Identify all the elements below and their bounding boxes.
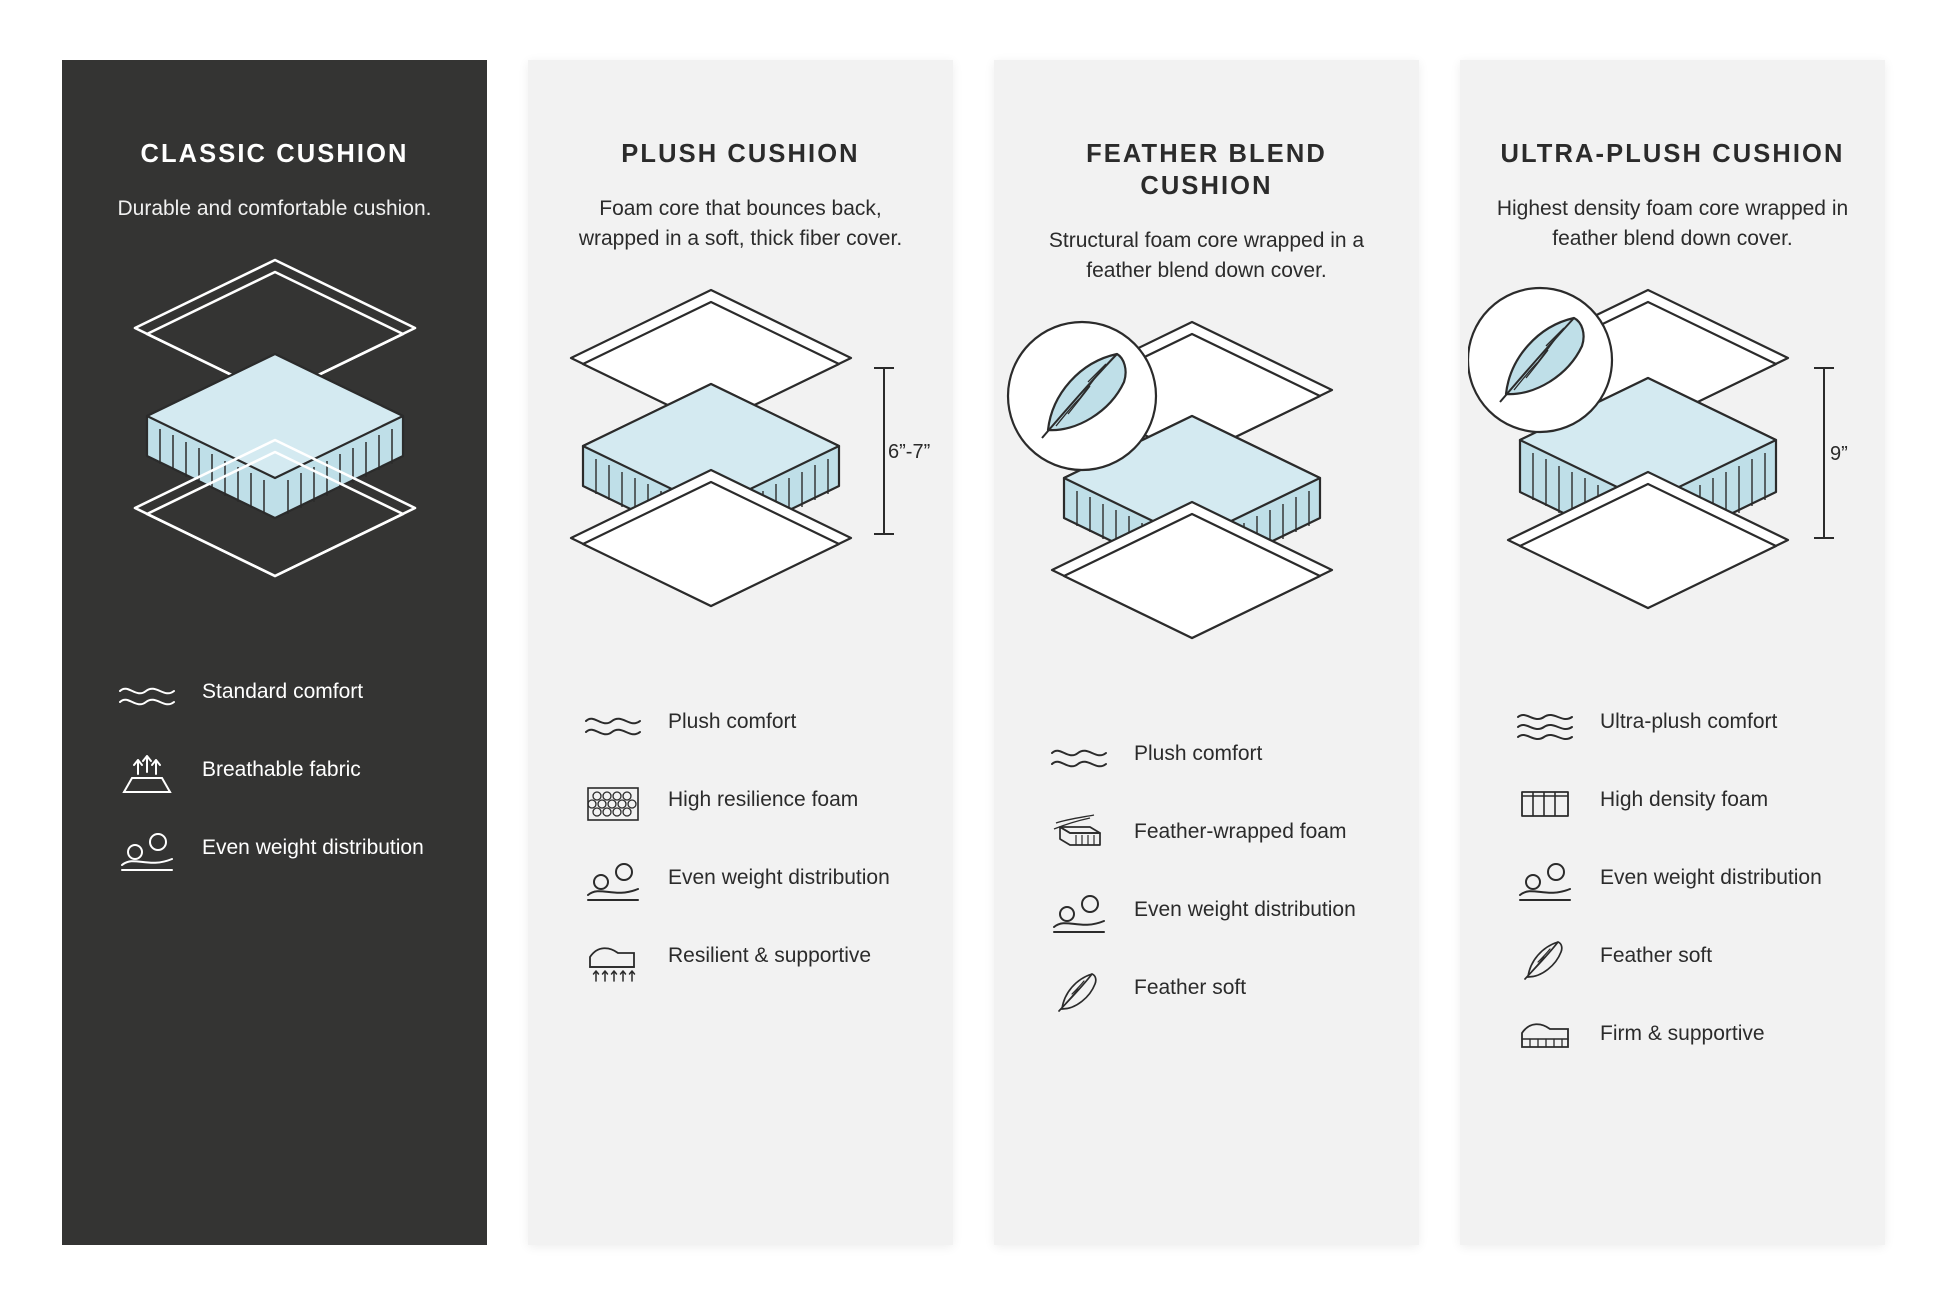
feature-item [1512, 1012, 1857, 1064]
feature-label: Plush comfort [668, 709, 797, 733]
wave-comfort-icon [1512, 700, 1578, 752]
feature-item [580, 778, 925, 830]
exploded-cushion-illustration [536, 272, 946, 612]
feature-label: Firm & supportive [1600, 1021, 1765, 1045]
cushion-card-plush [528, 60, 953, 1245]
feature-label: High resilience foam [668, 787, 859, 811]
feature-item [580, 856, 925, 908]
feather-wrapped-foam-icon [1046, 810, 1112, 862]
feature-label: Resilient & supportive [668, 943, 872, 967]
feather-icon [1046, 966, 1112, 1018]
dimension-label: 6”-7” [887, 440, 930, 463]
honeycomb-foam-icon [580, 778, 646, 830]
feature-list [1460, 700, 1885, 1064]
cushion-diagram-plush [528, 272, 953, 672]
exploded-cushion-illustration [85, 242, 465, 582]
weight-distribution-icon [1046, 888, 1112, 940]
feature-label: Feather-wrapped foam [1134, 819, 1347, 843]
feature-label: Even weight distribution [1134, 897, 1356, 921]
card-description: Structural foam core wrapped in a feather blend down cover. [1048, 229, 1365, 283]
feature-item [1512, 934, 1857, 986]
feature-label: Even weight distribution [668, 865, 890, 889]
card-description: Foam core that bounces back, wrapped in a soft, thick fiber cover. [578, 197, 903, 250]
weight-distribution-icon [114, 826, 180, 878]
card-title: FEATHER BLEND CUSHION [1086, 140, 1327, 201]
feature-item [1046, 888, 1391, 940]
feature-label: Even weight distribution [1600, 865, 1822, 889]
feature-item [580, 934, 925, 986]
feature-label: High density foam [1600, 787, 1769, 811]
wave-comfort-icon [1046, 732, 1112, 784]
cushion-card-feather-blend [994, 60, 1419, 1245]
feature-item [114, 826, 459, 878]
cushion-diagram-classic [62, 242, 487, 642]
feature-item [1046, 732, 1391, 784]
card-title: ULTRA-PLUSH CUSHION [1500, 140, 1845, 168]
feature-item [1046, 966, 1391, 1018]
feature-item [1512, 700, 1857, 752]
card-description: Highest density foam core wrapped in feather blend down cover. [1496, 197, 1849, 250]
breathable-fabric-icon [114, 748, 180, 800]
feature-list [62, 670, 487, 878]
feature-item [1512, 856, 1857, 908]
exploded-cushion-illustration [1002, 304, 1412, 644]
feature-label: Feather soft [1134, 975, 1247, 999]
feature-list [528, 700, 953, 986]
cushion-card-classic [62, 60, 487, 1245]
feature-label: Even weight distribution [202, 835, 424, 859]
card-title: CLASSIC CUSHION [140, 140, 409, 168]
cushion-card-ultra-plush [1460, 60, 1885, 1245]
exploded-cushion-illustration [1468, 272, 1878, 612]
feature-item [114, 748, 459, 800]
feature-item [1512, 778, 1857, 830]
feature-item [114, 670, 459, 722]
weight-distribution-icon [1512, 856, 1578, 908]
firm-support-icon [1512, 1012, 1578, 1064]
feature-label: Ultra-plush comfort [1600, 709, 1778, 733]
dimension-label: 9” [1829, 442, 1848, 465]
feather-icon [1512, 934, 1578, 986]
feature-label: Plush comfort [1134, 741, 1263, 765]
feature-item [580, 700, 925, 752]
feature-label: Feather soft [1600, 943, 1713, 967]
feature-label: Breathable fabric [202, 757, 361, 781]
wave-comfort-icon [580, 700, 646, 752]
cushion-diagram-ultra-plush [1460, 272, 1885, 672]
feature-list [994, 732, 1419, 1018]
weight-distribution-icon [580, 856, 646, 908]
card-title: PLUSH CUSHION [621, 140, 860, 168]
feature-item [1046, 810, 1391, 862]
feature-label: Standard comfort [202, 679, 364, 703]
cushion-diagram-feather-blend [994, 304, 1419, 704]
card-description: Durable and comfortable cushion. [117, 197, 432, 221]
density-foam-icon [1512, 778, 1578, 830]
wave-comfort-icon [114, 670, 180, 722]
resilient-support-icon [580, 934, 646, 986]
